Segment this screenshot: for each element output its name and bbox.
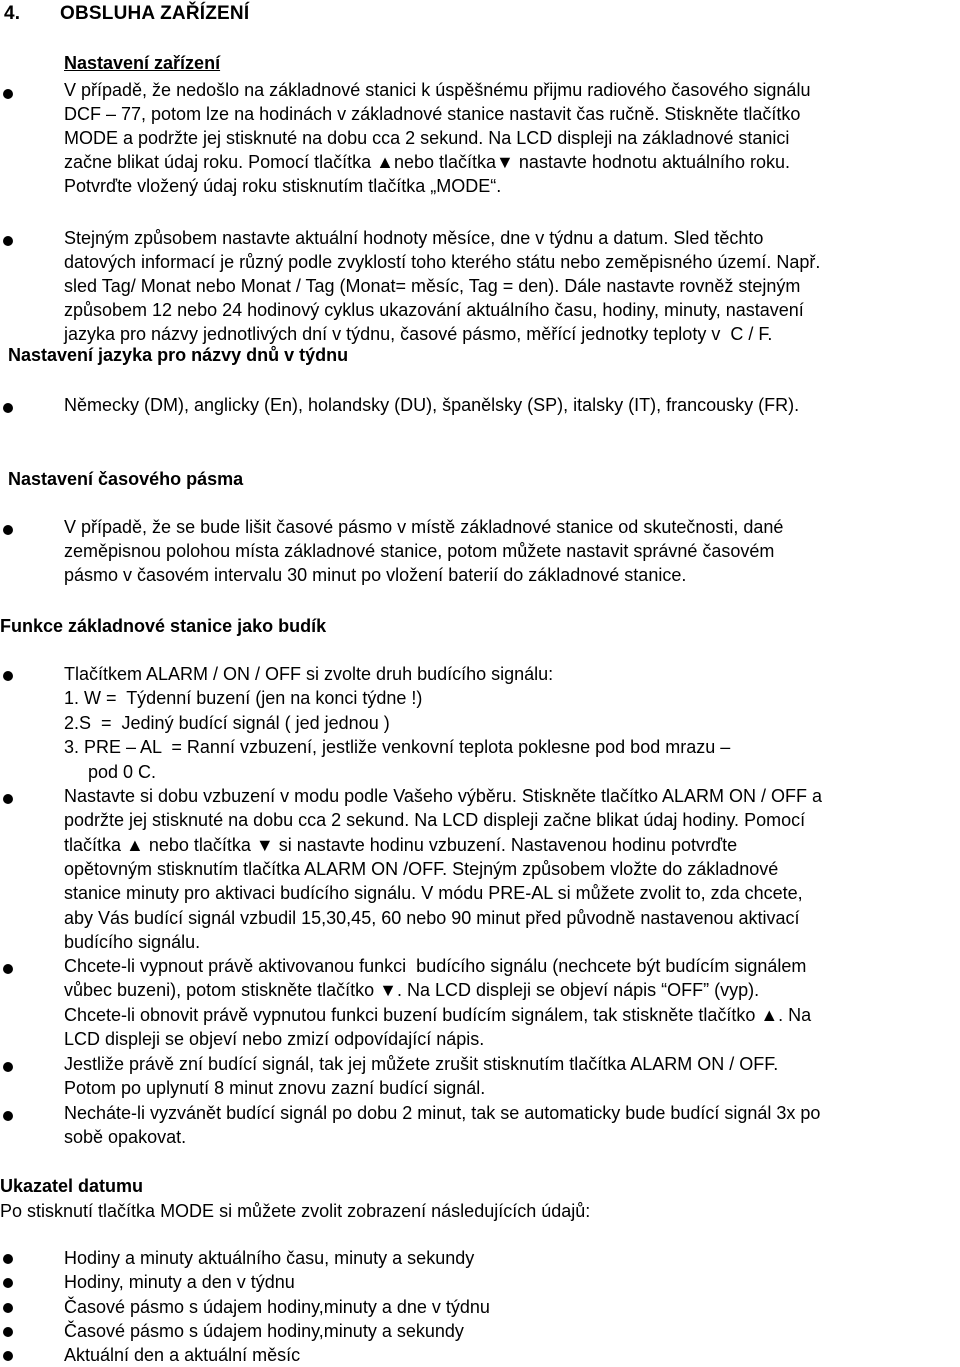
bullet-icon bbox=[3, 525, 13, 535]
text-line: pod 0 C. bbox=[88, 762, 157, 782]
bullet-icon bbox=[3, 671, 13, 681]
text-line: opětovným stisknutím tlačítka ALARM ON /OFF. Stejným způsobem vložte do základnové bbox=[64, 859, 779, 879]
text-line: Německy (DM), anglicky (En), holandsky (DU), španělsky (SP), italsky (IT), francousky (FR). bbox=[64, 395, 800, 415]
text-line: LCD displeji se objeví nebo zmizí odpovídající nápis. bbox=[64, 1029, 485, 1049]
section-title-setup: Nastavení zařízení bbox=[64, 53, 221, 73]
text-line: vůbec buzeni), potom stiskněte tlačítko ▼. Na LCD displeji se objeví nápis “OFF” (vyp). bbox=[64, 980, 760, 1000]
bullet-icon bbox=[3, 1351, 13, 1361]
text-line: Potvrďte vložený údaj roku stisknutím tlačítka „MODE“. bbox=[64, 176, 502, 196]
section-title-timezone: Nastavení časového pásma bbox=[8, 469, 244, 489]
text-line: sled Tag/ Monat nebo Monat / Tag (Monat= měsíc, Tag = den). Dále nastavte rovněž stejným bbox=[64, 276, 801, 296]
list-item: Hodiny a minuty aktuálního času, minuty a sekundy bbox=[64, 1248, 475, 1268]
list-item: Časové pásmo s údajem hodiny,minuty a dne v týdnu bbox=[64, 1297, 490, 1317]
bullet-icon bbox=[3, 1303, 13, 1313]
text-line: Stejným způsobem nastavte aktuální hodnoty měsíce, dne v týdnu a datum. Sled těchto bbox=[64, 228, 764, 248]
chapter-number: 4. bbox=[4, 3, 21, 24]
alarm-option-weekly: 1. W = Týdenní buzení (jen na konci týdne !) bbox=[64, 688, 423, 708]
text-line: Jestliže právě zní budící signál, tak jej můžete zrušit stisknutím tlačítka ALARM ON / OFF. bbox=[64, 1054, 779, 1074]
alarm-option-pre-al: 3. PRE – AL = Ranní vzbuzení, jestliže venkovní teplota poklesne pod bod mrazu – bbox=[64, 737, 731, 757]
bullet-icon bbox=[3, 89, 13, 99]
date-intro: Po stisknutí tlačítka MODE si můžete zvolit zobrazení následujících údajů: bbox=[0, 1201, 591, 1221]
text-line: Chcete-li vypnout právě aktivovanou funkci budícího signálu (nechcete být budícím signálem bbox=[64, 956, 807, 976]
bullet-icon bbox=[3, 1327, 13, 1337]
text-line: Chcete-li obnovit právě vypnutou funkci buzení budícím signálem, tak stiskněte tlačítko ▲. Na bbox=[64, 1005, 812, 1025]
text-line: stanice minuty pro aktivaci budícího signálu. V módu PRE-AL si můžete zvolit to, zda chcete, bbox=[64, 883, 803, 903]
text-line: sobě opakovat. bbox=[64, 1127, 187, 1147]
text-line: MODE a podržte jej stisknuté na dobu cca 2 sekund. Na LCD displeji na základnové stanici bbox=[64, 128, 790, 148]
text-line: zeměpisnou polohou místa základnové stanice, potom můžete nastavit správné časovém bbox=[64, 541, 775, 561]
text-line: jazyka pro názvy jednotlivých dní v týdnu, časové pásmo, měřící jednotky teploty v C / F. bbox=[64, 324, 773, 344]
bullet-icon bbox=[3, 1254, 13, 1264]
section-title-alarm: Funkce základnové stanice jako budík bbox=[0, 616, 327, 636]
bullet-icon bbox=[3, 403, 13, 413]
text-line: V případě, že se bude lišit časové pásmo v místě základnové stanice od skutečnosti, dané bbox=[64, 517, 784, 537]
bullet-icon bbox=[3, 1062, 13, 1072]
text-line: Tlačítkem ALARM / ON / OFF si zvolte druh budícího signálu: bbox=[64, 664, 554, 684]
bullet-icon bbox=[3, 236, 13, 246]
text-line: aby Vás budící signál vzbudil 15,30,45, 60 nebo 90 minut před původně nastavenou aktivací bbox=[64, 908, 800, 928]
text-line: způsobem 12 nebo 24 hodinový cyklus ukazování aktuálního času, hodiny, minuty, nastavení bbox=[64, 300, 804, 320]
list-item: Hodiny, minuty a den v týdnu bbox=[64, 1272, 295, 1292]
bullet-icon bbox=[3, 794, 13, 804]
text-line: datových informací je různý podle zvyklostí toho kterého státu nebo zeměpisného území. Např. bbox=[64, 252, 821, 272]
list-item: Aktuální den a aktuální měsíc bbox=[64, 1345, 301, 1365]
bullet-icon bbox=[3, 964, 13, 974]
bullet-icon bbox=[3, 1111, 13, 1121]
text-line: tlačítka ▲ nebo tlačítka ▼ si nastavte hodinu vzbuzení. Nastavenou hodinu potvrďte bbox=[64, 835, 738, 855]
list-item: Časové pásmo s údajem hodiny,minuty a sekundy bbox=[64, 1321, 464, 1341]
bullet-icon bbox=[3, 1278, 13, 1288]
chapter-title: OBSLUHA ZAŘÍZENÍ bbox=[60, 3, 250, 24]
text-line: začne blikat údaj roku. Pomocí tlačítka ▲nebo tlačítka▼ nastavte hodnotu aktuálního roku. bbox=[64, 152, 791, 172]
alarm-option-single: 2.S = Jediný budící signál ( jed jednou ) bbox=[64, 713, 390, 733]
text-line: podržte jej stisknuté na dobu cca 2 sekund. Na LCD displeji začne blikat údaj hodiny. Pomocí bbox=[64, 810, 806, 830]
text-line: Nastavte si dobu vzbuzení v modu podle Vašeho výběru. Stiskněte tlačítko ALARM ON / OFF a bbox=[64, 786, 823, 806]
text-line: pásmo v časovém intervalu 30 minut po vložení baterií do základnové stanice. bbox=[64, 565, 687, 585]
text-line: DCF – 77, potom lze na hodinách v základnové stanice nastavit čas ručně. Stiskněte tlačítko bbox=[64, 104, 801, 124]
section-title-language: Nastavení jazyka pro názvy dnů v týdnu bbox=[8, 345, 349, 365]
chapter-heading bbox=[4, 3, 249, 25]
text-line: V případě, že nedošlo na základnové stanici k úspěšnému přijmu radiového časového signálu bbox=[64, 80, 811, 100]
text-line: Potom po uplynutí 8 minut znovu zazní budící signál. bbox=[64, 1078, 486, 1098]
text-line: budícího signálu. bbox=[64, 932, 201, 952]
text-line: Necháte-li vyzvánět budící signál po dobu 2 minut, tak se automaticky bude budící signál 3x po bbox=[64, 1103, 821, 1123]
section-title-date: Ukazatel datumu bbox=[0, 1176, 144, 1196]
